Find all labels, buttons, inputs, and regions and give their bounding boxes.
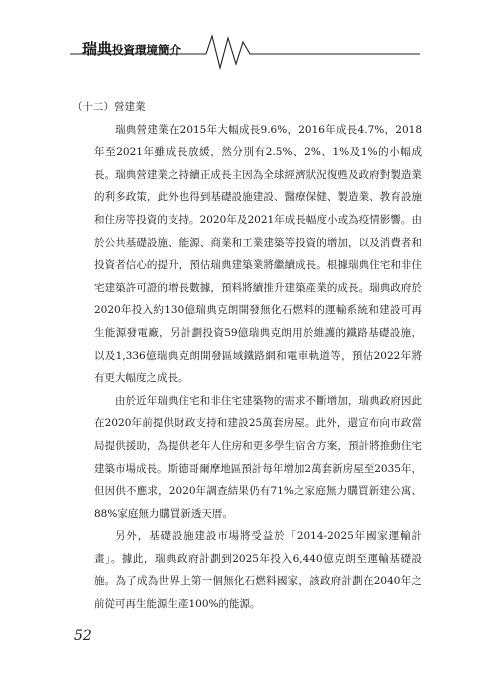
header-title-main: 瑞典 [82, 40, 113, 58]
paragraph: 瑞典營建業在2015年大幅成長9.6%，2016年成長4.7%，2018年至2021年雖成長放緩，然分別有2.5%、2%、1%及1%的小幅成長。瑞典營建業之持續正成長主因為全球經濟狀況復甦及政府對製造業的利多政策，此外也得到基礎設施建設、醫療保健、製造業、教育設施和住房等投資的支持。2020年及2021年成長幅度小或為疫情影響。由於公共基礎設施、能源、商業和工業建築等投資的增加，以及消費者和投資者信心的提升，預估瑞典建築業將繼續成長。根據瑞典住宅和非住宅建築許可證的增長數據，預料將續推升建築產業的成長。瑞典政府於2020年投入約130億瑞典克朗開發無化石燃料的運輸系統和建設可再生能源發電廠，另計劃投資59億瑞典克朗用於維護的鐵路基礎設施，以及1,336億瑞典克朗開發區域鐵路網和電車軌道等，預估2022年將有更大幅度之成長。 [94, 123, 422, 385]
header-heartbeat-line [0, 0, 480, 72]
paragraph: 另外，基礎設施建設市場將受益於「2014-2025年國家運輸計畫」。據此，瑞典政府計劃到2025年投入6,440億克朗至運輸基礎設施。為了成為世界上第一個無化石燃料國家，該政府計劃在2040年之前從可再生能源生產100%的能源。 [94, 530, 422, 611]
header-title-sub: 投資環境簡介 [112, 43, 182, 57]
section-heading: （十二）營建業 [72, 101, 146, 113]
paragraph: 由於近年瑞典住宅和非住宅建築物的需求不斷增加，瑞典政府因此在2020年前提供財政支持和建設25萬套房屋。此外，還宣布向市政當局提供援助，為提供老年人住房和更多學生宿舍方案，預計將推動住宅建築市場成長。斯德哥爾摩地區預計每年增加2萬套新房屋至2035年，但因供不應求，2020年調查結果仍有71%之家庭無力購買新建公寓、88%家庭無力購買新透天厝。 [94, 394, 422, 520]
running-header [0, 0, 480, 72]
article-body [72, 96, 422, 616]
page-number: 52 [74, 628, 92, 644]
